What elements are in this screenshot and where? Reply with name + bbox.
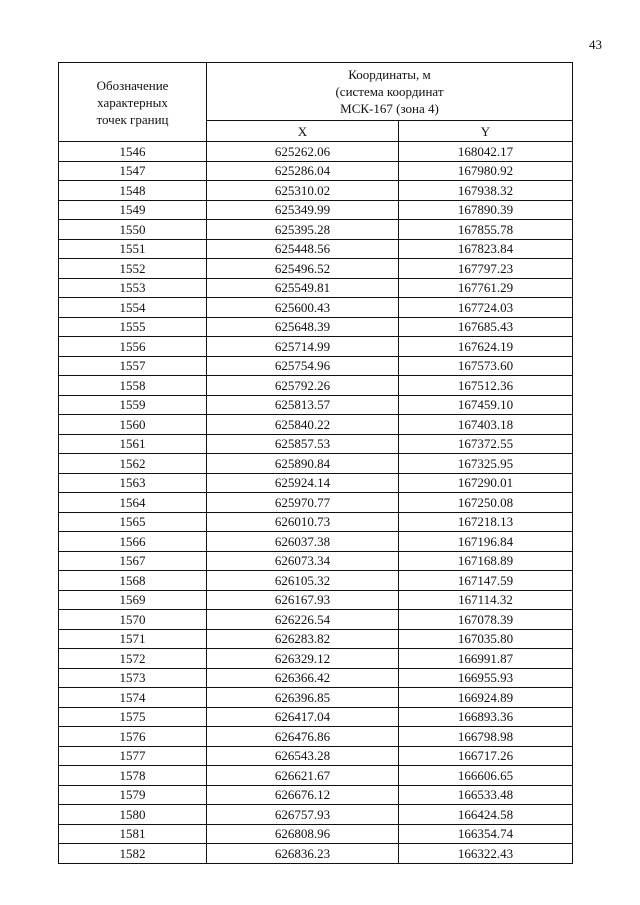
y-coordinate-cell: 166533.48 — [399, 785, 573, 805]
x-coordinate-cell: 625286.04 — [207, 161, 399, 181]
point-number-cell: 1575 — [59, 707, 207, 727]
y-column-header: Y — [399, 121, 573, 142]
x-coordinate-cell: 626167.93 — [207, 590, 399, 610]
point-number-cell: 1574 — [59, 688, 207, 708]
point-number-cell: 1559 — [59, 395, 207, 415]
point-number-cell: 1555 — [59, 317, 207, 337]
point-number-cell: 1567 — [59, 551, 207, 571]
table-row — [59, 551, 573, 571]
y-coordinate-cell: 166893.36 — [399, 707, 573, 727]
y-coordinate-cell: 167980.92 — [399, 161, 573, 181]
table-row — [59, 493, 573, 513]
x-coordinate-cell: 626543.28 — [207, 746, 399, 766]
y-coordinate-cell: 167403.18 — [399, 415, 573, 435]
point-number-cell: 1580 — [59, 805, 207, 825]
x-coordinate-cell: 626366.42 — [207, 668, 399, 688]
table-row — [59, 746, 573, 766]
y-coordinate-cell: 167325.95 — [399, 454, 573, 474]
table-row — [59, 317, 573, 337]
x-coordinate-cell: 625262.06 — [207, 142, 399, 162]
table-row — [59, 532, 573, 552]
x-coordinate-cell: 626476.86 — [207, 727, 399, 747]
y-coordinate-cell: 167114.32 — [399, 590, 573, 610]
x-coordinate-cell: 626757.93 — [207, 805, 399, 825]
table-row — [59, 395, 573, 415]
table-row — [59, 629, 573, 649]
y-coordinate-cell: 167573.60 — [399, 356, 573, 376]
x-coordinate-cell: 625310.02 — [207, 181, 399, 201]
x-coordinate-cell: 625648.39 — [207, 317, 399, 337]
point-number-cell: 1565 — [59, 512, 207, 532]
y-coordinate-cell: 167290.01 — [399, 473, 573, 493]
point-number-cell: 1547 — [59, 161, 207, 181]
y-coordinate-cell: 166717.26 — [399, 746, 573, 766]
point-number-cell: 1578 — [59, 766, 207, 786]
coords-header-line: Координаты, м — [348, 67, 431, 82]
y-coordinate-cell: 167035.80 — [399, 629, 573, 649]
y-coordinate-cell: 167250.08 — [399, 493, 573, 513]
table-row — [59, 805, 573, 825]
table-row — [59, 844, 573, 864]
y-coordinate-cell: 167512.36 — [399, 376, 573, 396]
table-row — [59, 220, 573, 240]
x-coordinate-cell: 625813.57 — [207, 395, 399, 415]
y-coordinate-cell: 166424.58 — [399, 805, 573, 825]
x-coordinate-cell: 625496.52 — [207, 259, 399, 279]
x-coordinate-cell: 626836.23 — [207, 844, 399, 864]
x-coordinate-cell: 626226.54 — [207, 610, 399, 630]
point-number-cell: 1572 — [59, 649, 207, 669]
point-number-cell: 1557 — [59, 356, 207, 376]
point-header-line: Обозначение — [96, 77, 169, 93]
x-coordinate-cell: 625857.53 — [207, 434, 399, 454]
table-body — [59, 142, 573, 864]
y-coordinate-cell: 167890.39 — [399, 200, 573, 220]
table-row — [59, 278, 573, 298]
point-number-cell: 1554 — [59, 298, 207, 318]
table-row — [59, 142, 573, 162]
y-coordinate-cell: 166606.65 — [399, 766, 573, 786]
point-number-cell: 1558 — [59, 376, 207, 396]
point-number-cell: 1581 — [59, 824, 207, 844]
point-header-line: точек границ — [96, 111, 169, 127]
table-row — [59, 181, 573, 201]
table-row — [59, 824, 573, 844]
table-row — [59, 707, 573, 727]
x-coordinate-cell: 626329.12 — [207, 649, 399, 669]
x-column-header: X — [207, 121, 399, 142]
point-number-cell: 1566 — [59, 532, 207, 552]
table-row — [59, 727, 573, 747]
x-coordinate-cell: 626396.85 — [207, 688, 399, 708]
point-number-cell: 1552 — [59, 259, 207, 279]
x-coordinate-cell: 626105.32 — [207, 571, 399, 591]
y-coordinate-cell: 167147.59 — [399, 571, 573, 591]
y-coordinate-cell: 167855.78 — [399, 220, 573, 240]
x-coordinate-cell: 626037.38 — [207, 532, 399, 552]
table-row — [59, 298, 573, 318]
table-row — [59, 512, 573, 532]
point-number-cell: 1579 — [59, 785, 207, 805]
table-row — [59, 356, 573, 376]
x-coordinate-cell: 625714.99 — [207, 337, 399, 357]
x-coordinate-cell: 625792.26 — [207, 376, 399, 396]
point-number-cell: 1551 — [59, 239, 207, 259]
point-number-cell: 1550 — [59, 220, 207, 240]
point-number-cell: 1548 — [59, 181, 207, 201]
x-coordinate-cell: 626010.73 — [207, 512, 399, 532]
y-coordinate-cell: 167218.13 — [399, 512, 573, 532]
point-number-cell: 1562 — [59, 454, 207, 474]
table-row — [59, 590, 573, 610]
y-coordinate-cell: 167823.84 — [399, 239, 573, 259]
x-coordinate-cell: 625600.43 — [207, 298, 399, 318]
x-coordinate-cell: 626283.82 — [207, 629, 399, 649]
coords-header-line: (система координат — [335, 84, 444, 99]
x-coordinate-cell: 625448.56 — [207, 239, 399, 259]
table-row — [59, 434, 573, 454]
x-coordinate-cell: 626417.04 — [207, 707, 399, 727]
table-row — [59, 376, 573, 396]
point-number-cell: 1561 — [59, 434, 207, 454]
point-number-cell: 1569 — [59, 590, 207, 610]
table-row — [59, 415, 573, 435]
point-number-cell: 1564 — [59, 493, 207, 513]
y-coordinate-cell: 167761.29 — [399, 278, 573, 298]
point-number-cell: 1556 — [59, 337, 207, 357]
y-coordinate-cell: 166322.43 — [399, 844, 573, 864]
table-row — [59, 200, 573, 220]
point-number-cell: 1573 — [59, 668, 207, 688]
y-coordinate-cell: 166955.93 — [399, 668, 573, 688]
table-row — [59, 688, 573, 708]
table-row — [59, 785, 573, 805]
point-number-cell: 1560 — [59, 415, 207, 435]
point-number-cell: 1568 — [59, 571, 207, 591]
point-number-cell: 1549 — [59, 200, 207, 220]
coords-header-line: МСК-167 (зона 4) — [340, 101, 439, 116]
x-coordinate-cell: 626676.12 — [207, 785, 399, 805]
table-row — [59, 239, 573, 259]
x-coordinate-cell: 625840.22 — [207, 415, 399, 435]
coordinates-column-header — [207, 63, 573, 121]
point-number-cell: 1582 — [59, 844, 207, 864]
table-row — [59, 610, 573, 630]
point-number-cell: 1576 — [59, 727, 207, 747]
x-coordinate-cell: 625549.81 — [207, 278, 399, 298]
table-row — [59, 766, 573, 786]
y-coordinate-cell: 167685.43 — [399, 317, 573, 337]
x-coordinate-cell: 626808.96 — [207, 824, 399, 844]
point-number-cell: 1563 — [59, 473, 207, 493]
y-coordinate-cell: 167797.23 — [399, 259, 573, 279]
y-coordinate-cell: 167078.39 — [399, 610, 573, 630]
table-row — [59, 259, 573, 279]
point-number-cell: 1546 — [59, 142, 207, 162]
x-coordinate-cell: 625754.96 — [207, 356, 399, 376]
y-coordinate-cell: 167168.89 — [399, 551, 573, 571]
point-number-cell: 1571 — [59, 629, 207, 649]
y-coordinate-cell: 166798.98 — [399, 727, 573, 747]
table-row — [59, 337, 573, 357]
y-coordinate-cell: 167196.84 — [399, 532, 573, 552]
x-coordinate-cell: 625395.28 — [207, 220, 399, 240]
point-number-cell: 1553 — [59, 278, 207, 298]
point-header-line: характерных — [97, 94, 168, 110]
table-row — [59, 571, 573, 591]
point-number-cell: 1577 — [59, 746, 207, 766]
table-row — [59, 668, 573, 688]
table-row — [59, 454, 573, 474]
table-row — [59, 161, 573, 181]
y-coordinate-cell: 166991.87 — [399, 649, 573, 669]
point-column-header — [59, 63, 207, 142]
x-coordinate-cell: 626073.34 — [207, 551, 399, 571]
y-coordinate-cell: 167459.10 — [399, 395, 573, 415]
table-row — [59, 649, 573, 669]
x-coordinate-cell: 625970.77 — [207, 493, 399, 513]
page-number: 43 — [589, 37, 602, 52]
x-coordinate-cell: 625349.99 — [207, 200, 399, 220]
y-coordinate-cell: 166924.89 — [399, 688, 573, 708]
y-coordinate-cell: 167724.03 — [399, 298, 573, 318]
y-coordinate-cell: 167372.55 — [399, 434, 573, 454]
y-coordinate-cell: 167624.19 — [399, 337, 573, 357]
y-coordinate-cell: 166354.74 — [399, 824, 573, 844]
table-row — [59, 473, 573, 493]
y-coordinate-cell: 168042.17 — [399, 142, 573, 162]
x-coordinate-cell: 625890.84 — [207, 454, 399, 474]
x-coordinate-cell: 626621.67 — [207, 766, 399, 786]
x-coordinate-cell: 625924.14 — [207, 473, 399, 493]
y-coordinate-cell: 167938.32 — [399, 181, 573, 201]
coordinates-table — [58, 62, 573, 864]
point-number-cell: 1570 — [59, 610, 207, 630]
